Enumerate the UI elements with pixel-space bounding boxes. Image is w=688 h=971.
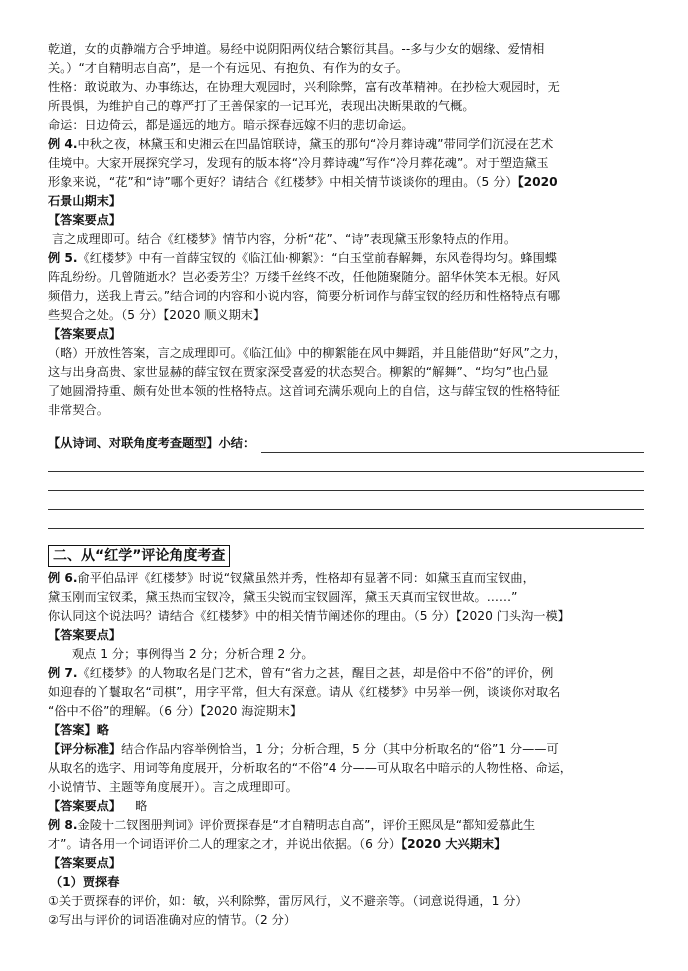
answer-label: 【答案要点】 bbox=[48, 213, 122, 227]
text-line: 小说情节、主题等角度展开）。言之成理即可。 bbox=[48, 780, 298, 794]
example-label: 例 5. bbox=[48, 251, 78, 265]
summary-line bbox=[48, 434, 644, 453]
answer-text: 言之成理即可。结合《红楼梦》情节内容，分析“花”、“诗”表现黛玉形象特点的作用。 bbox=[52, 232, 517, 246]
blank-line[interactable] bbox=[48, 472, 644, 491]
text-line: 黛玉刚而宝钗柔，黛玉热而宝钗冷，黛玉尖锐而宝钗圆浑，黛玉天真而宝钗世故。……” bbox=[48, 590, 518, 604]
sub-heading: （1）贾探春 bbox=[50, 875, 120, 889]
text-line: “俗中不俗”的理解。（6 分）【2020 海淀期末】 bbox=[48, 704, 303, 718]
text-line: 从取名的选字、用词等角度展开，分析取名的“不俗”4 分——可从取名中暗示的人物性格、命运， bbox=[48, 761, 572, 775]
criteria: 【评分标准】结合作品内容举例恰当，1 分；分析合理，5 分（其中分析取名的“俗”1 分——可 bbox=[48, 742, 559, 756]
summary-blank[interactable] bbox=[261, 437, 644, 453]
blank-line[interactable] bbox=[48, 510, 644, 529]
answer-text: 非常契合。 bbox=[48, 403, 109, 417]
text-line: 关。）“才自精明志自高”，是一个有远见、有抱负、有作为的女子。 bbox=[48, 61, 408, 75]
example-6: 例 6.俞平伯品评《红楼梦》时说“钗黛虽然并秀，性格却有显著不同：如黛玉直而宝钗曲， bbox=[48, 571, 535, 585]
example-5: 例 5.《红楼梦》中有一首薛宝钗的《临江仙·柳絮》：“白玉堂前春解舞，东风卷得均匀。蜂围蝶 bbox=[48, 251, 557, 265]
answer-text: 了她圆滑持重、颇有处世本领的性格特点。这首词充满乐观向上的自信，这与薛宝钗的性格特征 bbox=[48, 384, 560, 398]
text-line: 阵乱纷纷。几曾随逝水？岂必委芳尘？万缕千丝终不改，任他随聚随分。韶华休笑本无根。好风 bbox=[48, 270, 560, 284]
text-line: 所畏惧，为维护自己的尊严打了王善保家的一记耳光，表现出决断果敢的气概。 bbox=[48, 99, 475, 113]
text-line: 命运：日边倚云，都是遥远的地方。暗示探春远嫁不归的悲切命运。 bbox=[48, 118, 414, 132]
example-4: 例 4.中秋之夜，林黛玉和史湘云在凹晶馆联诗，黛玉的那句“冷月葬诗魂”带同学们沉浸在艺术 bbox=[48, 137, 554, 151]
text-line: 才”。请各用一个词语评价二人的理家之才，并说出依据。（6 分）【2020 大兴期末】 bbox=[48, 837, 507, 851]
text-line: 形象来说，“花”和“诗”哪个更好？请结合《红楼梦》中相关情节谈谈你的理由。（5 分）【2020 bbox=[48, 175, 558, 189]
section-title: 二、从“红学”评论角度考查 bbox=[48, 545, 230, 567]
example-label: 例 6. bbox=[48, 571, 78, 585]
example-7: 例 7.《红楼梦》的人物取名是门艺术，曾有“省力之甚，醒目之甚，却是俗中不俗”的评价，例 bbox=[48, 666, 554, 680]
answer-text: 这与出身高贵、家世显赫的薛宝钗在贾家深受喜爱的状态契合。柳絮的“解舞”、“均匀”也凸显 bbox=[48, 365, 549, 379]
example-label: 例 8. bbox=[48, 818, 78, 832]
list-item: ②写出与评价的词语准确对应的情节。（2 分） bbox=[48, 913, 297, 927]
example-label: 例 4. bbox=[48, 137, 78, 151]
text-line: 频借力，送我上青云。”结合词的内容和小说内容，简要分析词作与薛宝钗的经历和性格特点有哪 bbox=[48, 289, 561, 303]
text-line: 如迎春的丫鬟取名“司棋”，用字平常，但大有深意。请从《红楼梦》中另举一例，谈谈你对取名 bbox=[48, 685, 561, 699]
answer-label: 【答案要点】 bbox=[48, 327, 122, 341]
text-line: 你认同这个说法吗？请结合《红楼梦》中的相关情节阐述你的理由。（5 分）【2020 门头沟一模】 bbox=[48, 609, 570, 623]
list-item: ①关于贾探春的评价，如：敏，兴利除弊，雷厉风行，义不避亲等。（词意说得通，1 分） bbox=[48, 894, 528, 908]
summary-label: 【从诗词、对联角度考查题型】小结： bbox=[48, 436, 256, 450]
text-line: 佳境中。大家开展探究学习，发现有的版本将“冷月葬诗魂”写作“冷月葬花魂”。对于塑造黛玉 bbox=[48, 156, 549, 170]
answer-label: 【答案】略 bbox=[48, 723, 109, 737]
criteria-label: 【评分标准】 bbox=[48, 742, 122, 756]
blank-line[interactable] bbox=[48, 491, 644, 510]
text-line: 性格：敢说敢为、办事练达，在协理大观园时，兴利除弊，富有改革精神。在抄检大观园时，无 bbox=[48, 80, 560, 94]
blank-line[interactable] bbox=[48, 453, 644, 472]
answer-text: 观点 1 分；事例得当 2 分；分析合理 2 分。 bbox=[72, 647, 314, 661]
answer-line: 【答案要点】 略 bbox=[48, 799, 148, 813]
answer-text: （略）开放性答案，言之成理即可。《临江仙》中的柳絮能在风中舞蹈，并且能借助“好风”之力， bbox=[48, 346, 567, 360]
answer-label: 【答案要点】 bbox=[48, 856, 122, 870]
answer-label: 【答案要点】 bbox=[48, 628, 122, 642]
text-line: 乾道，女的贞静端方合乎坤道。易经中说阴阳两仪结合繁衍其昌。--多与少女的姻缘、爱情相 bbox=[48, 42, 545, 56]
example-label: 例 7. bbox=[48, 666, 78, 680]
answer-label: 【答案要点】 bbox=[48, 799, 122, 813]
text-line: 些契合之处。（5 分）【2020 顺义期末】 bbox=[48, 308, 266, 322]
example-8: 例 8.金陵十二钗图册判词》评价贾探春是“才自精明志自高”，评价王熙凤是“都知爱慕此生 bbox=[48, 818, 536, 832]
text-line: 石景山期末】 bbox=[48, 194, 122, 208]
